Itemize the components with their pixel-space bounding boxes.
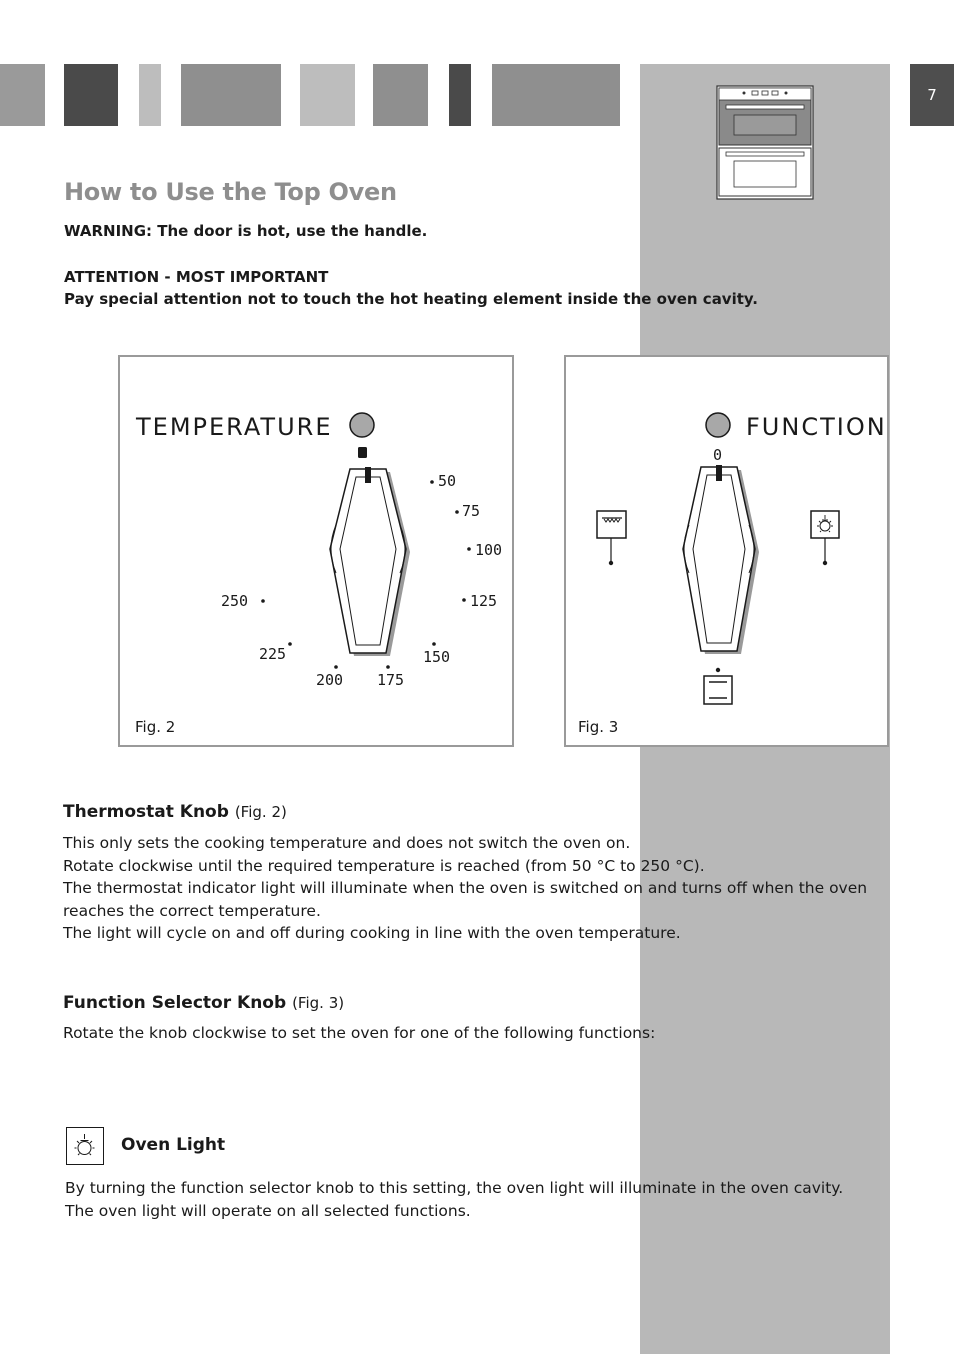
temperature-label: TEMPERATURE bbox=[136, 413, 333, 441]
scale-label: 175 bbox=[377, 671, 405, 689]
function-selector-knob-icon bbox=[683, 465, 759, 654]
oven-light-description bbox=[65, 1177, 845, 1222]
scale-label: 150 bbox=[423, 648, 451, 666]
header-bar bbox=[139, 64, 161, 126]
scale-label: 75 bbox=[462, 502, 481, 520]
header-bar bbox=[373, 64, 428, 126]
function-selector-heading bbox=[63, 993, 344, 1013]
paragraph-line: Rotate the knob clockwise to set the oven for one of the following functions: bbox=[63, 1024, 656, 1042]
scale-label: 225 bbox=[259, 645, 287, 663]
oven-light-icon bbox=[811, 511, 839, 565]
off-mark-icon bbox=[358, 447, 367, 458]
thermostat-heading-text: Thermostat Knob bbox=[63, 802, 229, 822]
figure-reference: (Fig. 3) bbox=[292, 994, 345, 1012]
function-indicator-light-icon bbox=[706, 413, 730, 437]
header-bar bbox=[0, 64, 45, 126]
scale-label: 200 bbox=[316, 671, 344, 689]
header-bar bbox=[492, 64, 620, 126]
paragraph-line: The thermostat indicator light will illuminate when the oven is switched on and turns off when the oven bbox=[63, 879, 868, 898]
function-label: FUNCTION bbox=[746, 413, 887, 441]
figure-caption: Fig. 2 bbox=[135, 718, 176, 736]
oven-light-heading: Oven Light bbox=[121, 1135, 226, 1155]
header-bar bbox=[300, 64, 355, 126]
off-mark: 0 bbox=[713, 446, 723, 464]
function-selector-heading-text: Function Selector Knob bbox=[63, 993, 287, 1013]
grill-icon bbox=[597, 511, 626, 565]
thermostat-knob-icon bbox=[330, 467, 410, 656]
thermostat-indicator-light-icon bbox=[350, 413, 374, 437]
thermostat-heading bbox=[63, 802, 287, 822]
attention-text: Pay special attention not to touch the hot heating element inside the oven cavity. bbox=[64, 290, 758, 308]
thermostat-description bbox=[63, 832, 868, 945]
oven-light-icon bbox=[66, 1127, 104, 1165]
paragraph-line: reaches the correct temperature. bbox=[63, 901, 321, 920]
double-oven-icon bbox=[716, 85, 814, 200]
header-bar bbox=[181, 64, 281, 126]
figure-reference: (Fig. 2) bbox=[234, 803, 287, 821]
scale-label: 100 bbox=[475, 541, 503, 559]
page-number: 7 bbox=[910, 64, 954, 126]
warning-text: WARNING: The door is hot, use the handle. bbox=[64, 222, 428, 240]
figure-caption: Fig. 3 bbox=[578, 718, 619, 736]
paragraph-line: Rotate clockwise until the required temperature is reached (from 50 °C to 250 °C). bbox=[63, 856, 705, 875]
scale-label: 250 bbox=[221, 592, 249, 610]
scale-label: 50 bbox=[438, 472, 457, 490]
page-title: How to Use the Top Oven bbox=[64, 178, 397, 206]
header-bar bbox=[64, 64, 118, 126]
paragraph-line: This only sets the cooking temperature and does not switch the oven on. bbox=[63, 834, 631, 852]
paragraph-line: The light will cycle on and off during cooking in line with the oven temperature. bbox=[63, 924, 681, 943]
header-bar bbox=[449, 64, 471, 126]
paragraph-line: The oven light will operate on all selected functions. bbox=[65, 1201, 471, 1220]
figure-2-temperature-dial bbox=[118, 355, 514, 747]
scale-label: 125 bbox=[470, 592, 498, 610]
figure-3-function-dial bbox=[564, 355, 889, 747]
paragraph-line: By turning the function selector knob to this setting, the oven light will illuminate in the oven cavity. bbox=[65, 1179, 844, 1197]
attention-heading: ATTENTION - MOST IMPORTANT bbox=[64, 268, 329, 286]
function-selector-description bbox=[63, 1022, 843, 1045]
top-bottom-heat-icon bbox=[704, 668, 732, 704]
